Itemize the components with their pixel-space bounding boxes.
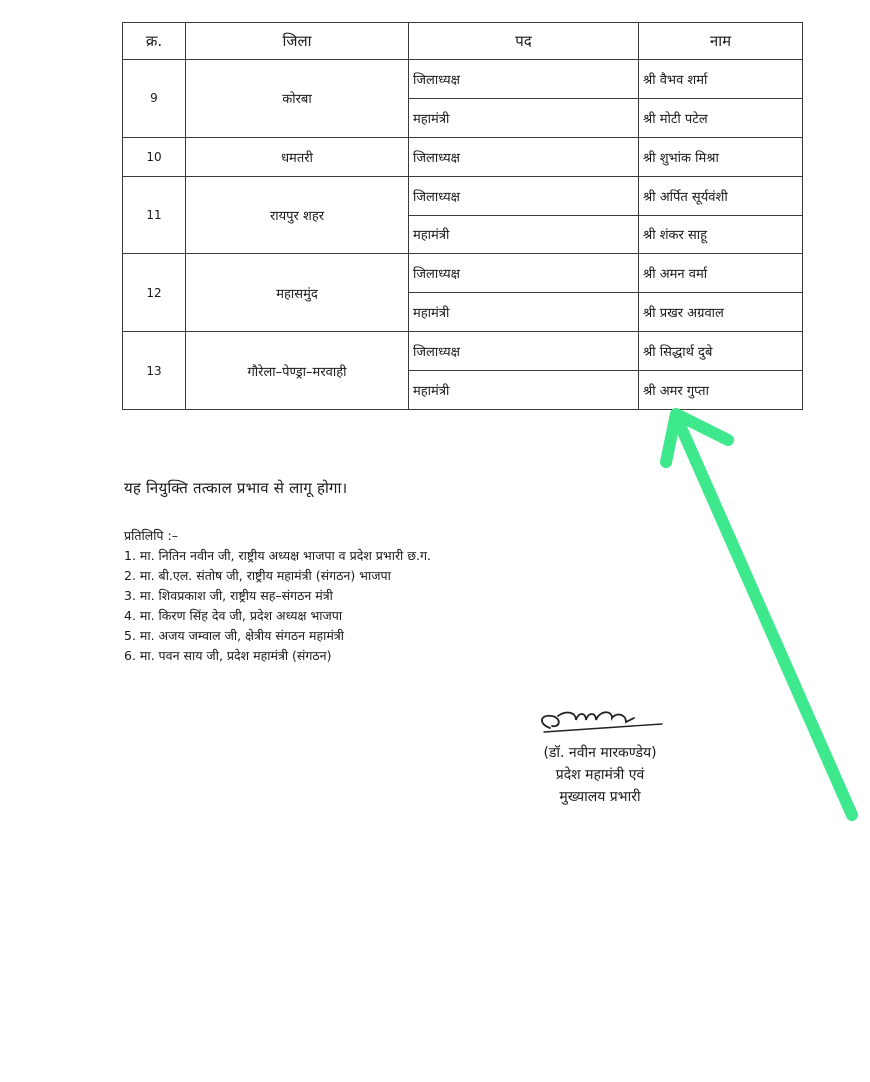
signatory-title-line1: प्रदेश महामंत्री एवं: [555, 767, 645, 783]
serial-cell: 13: [123, 332, 186, 410]
list-item: 5. मा. अजय जम्वाल जी, क्षेत्रीय संगठन महामंत्री: [124, 628, 344, 643]
post-cell: जिलाध्यक्ष: [409, 60, 639, 99]
table-row: [123, 332, 803, 371]
name-cell: श्री वैभव शर्मा: [639, 60, 803, 99]
name-cell: श्री शंकर साहू: [639, 215, 803, 254]
list-item: 1. मा. नितिन नवीन जी, राष्ट्रीय अध्यक्ष भाजपा व प्रदेश प्रभारी छ.ग.: [124, 548, 432, 563]
signatory-title-line2: मुख्यालय प्रभारी: [559, 789, 641, 805]
table-row: [123, 176, 803, 215]
name-cell: श्री शुभांक मिश्रा: [639, 137, 803, 176]
post-cell: महामंत्री: [409, 371, 639, 410]
post-cell: जिलाध्यक्ष: [409, 254, 639, 293]
post-cell: महामंत्री: [409, 98, 639, 137]
signature-block: [500, 702, 700, 808]
table-row: [123, 60, 803, 99]
district-cell: गौरेला–पेण्ड्रा–मरवाही: [186, 332, 409, 410]
name-cell: श्री अर्पित सूर्यवंशी: [639, 176, 803, 215]
serial-cell: 11: [123, 176, 186, 254]
post-cell: जिलाध्यक्ष: [409, 332, 639, 371]
effective-statement: यह नियुक्ति तत्काल प्रभाव से लागू होगा।: [124, 479, 348, 497]
serial-cell: 12: [123, 254, 186, 332]
post-cell: महामंत्री: [409, 293, 639, 332]
district-cell: कोरबा: [186, 60, 409, 138]
list-item: 6. मा. पवन साय जी, प्रदेश महामंत्री (संगठन): [124, 648, 332, 663]
signatory-name: (डॉ. नवीन मारकण्डेय): [543, 745, 657, 761]
name-cell: श्री सिद्धार्थ दुबे: [639, 332, 803, 371]
list-item: 3. मा. शिवप्रकाश जी, राष्ट्रीय सह–संगठन मंत्री: [124, 588, 333, 603]
post-cell: महामंत्री: [409, 215, 639, 254]
district-cell: रायपुर शहर: [186, 176, 409, 254]
serial-cell: 9: [123, 60, 186, 138]
name-cell: श्री अमर गुप्ता: [639, 371, 803, 410]
post-cell: जिलाध्यक्ष: [409, 176, 639, 215]
copy-to-list: [124, 526, 431, 666]
handwritten-signature: [530, 702, 670, 740]
name-cell: श्री अमन वर्मा: [639, 254, 803, 293]
appointments-table: [122, 22, 803, 410]
district-cell: महासमुंद: [186, 254, 409, 332]
name-cell: श्री प्रखर अग्रवाल: [639, 293, 803, 332]
list-item: 2. मा. बी.एल. संतोष जी, राष्ट्रीय महामंत्री (संगठन) भाजपा: [124, 568, 391, 583]
list-item: 4. मा. किरण सिंह देव जी, प्रदेश अध्यक्ष भाजपा: [124, 608, 343, 623]
table-header-row: [123, 23, 803, 60]
copy-heading: प्रतिलिपि :–: [124, 528, 178, 543]
table-row: [123, 254, 803, 293]
table-row: [123, 137, 803, 176]
serial-cell: 10: [123, 137, 186, 176]
header-district: जिला: [186, 23, 409, 60]
header-post: पद: [409, 23, 639, 60]
name-cell: श्री मोटी पटेल: [639, 98, 803, 137]
district-cell: धमतरी: [186, 137, 409, 176]
header-name: नाम: [639, 23, 803, 60]
post-cell: जिलाध्यक्ष: [409, 137, 639, 176]
header-serial: क्र.: [123, 23, 186, 60]
